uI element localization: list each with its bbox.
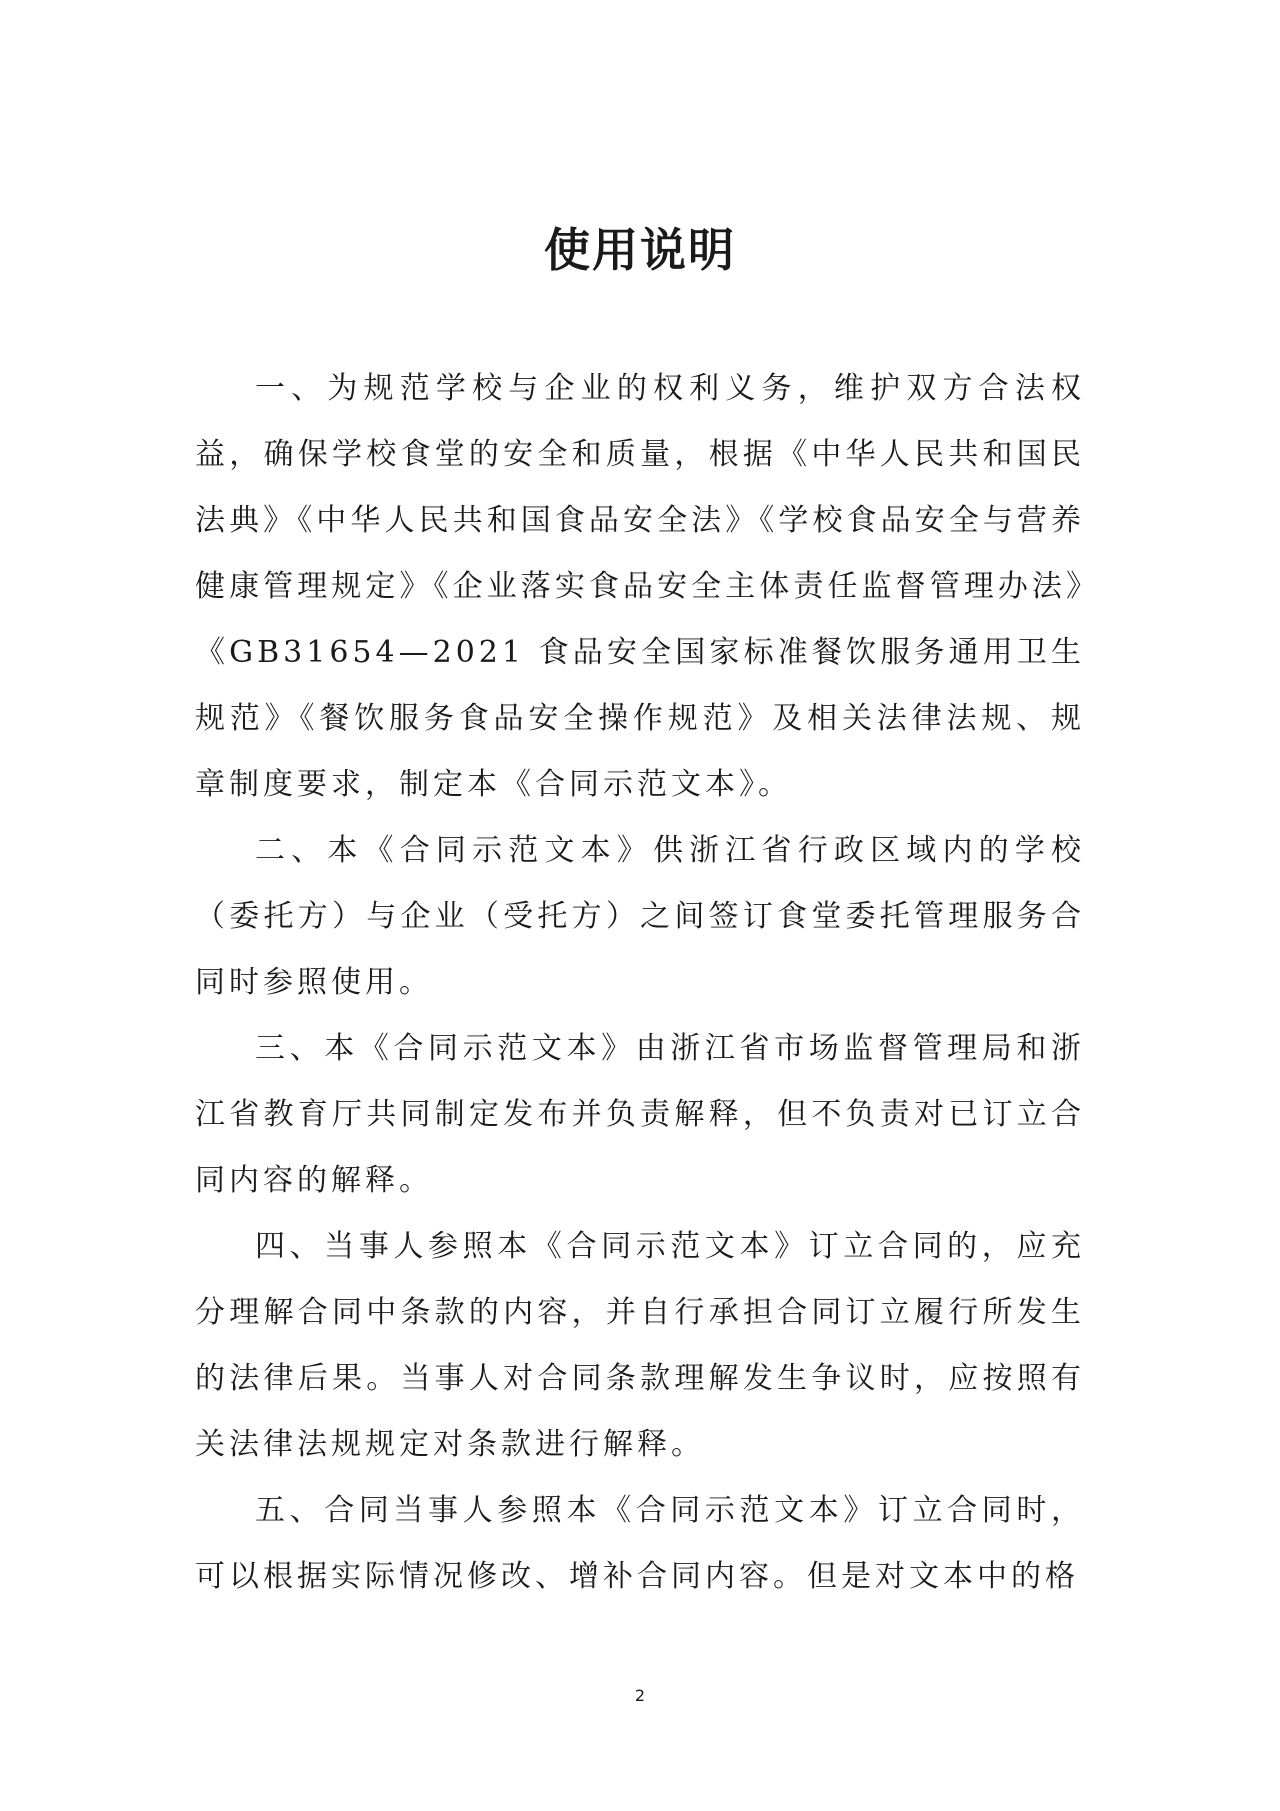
paragraph-2: 二、本《合同示范文本》供浙江省行政区域内的学校（委托方）与企业（受托方）之间签订食堂委托管理服务合同时参照使用。 [195,833,1085,1000]
paragraph-4: 四、当事人参照本《合同示范文本》订立合同的，应充分理解合同中条款的内容，并自行承担合同订立履行所发生的法律后果。当事人对合同条款理解发生争议时，应按照有关法律法规规定对条款进行解释。 [195,1229,1085,1462]
paragraph-1: 一、为规范学校与企业的权利义务，维护双方合法权益，确保学校食堂的安全和质量，根据《中华人民共和国民法典》《中华人民共和国食品安全法》《学校食品安全与营养健康管理规定》《企业落实食品安全主体责任监督管理办法》《GB31654—2021 食品安全国家标准餐饮服务通用卫生规范》《餐饮服务食品安全操作规范》及相关法律法规、规章制度要求，制定本《合同示范文本》。 [195,371,1085,802]
paragraph-3: 三、本《合同示范文本》由浙江省市场监督管理局和浙江省教育厅共同制定发布并负责解释，但不负责对已订立合同内容的解释。 [195,1031,1085,1198]
document-body [195,356,1085,1610]
paragraph-5: 五、合同当事人参照本《合同示范文本》订立合同时，可以根据实际情况修改、增补合同内容。但是对文本中的格 [195,1493,1085,1594]
page-title: 使用说明 [544,223,736,277]
page-number: 2 [634,1686,646,1705]
